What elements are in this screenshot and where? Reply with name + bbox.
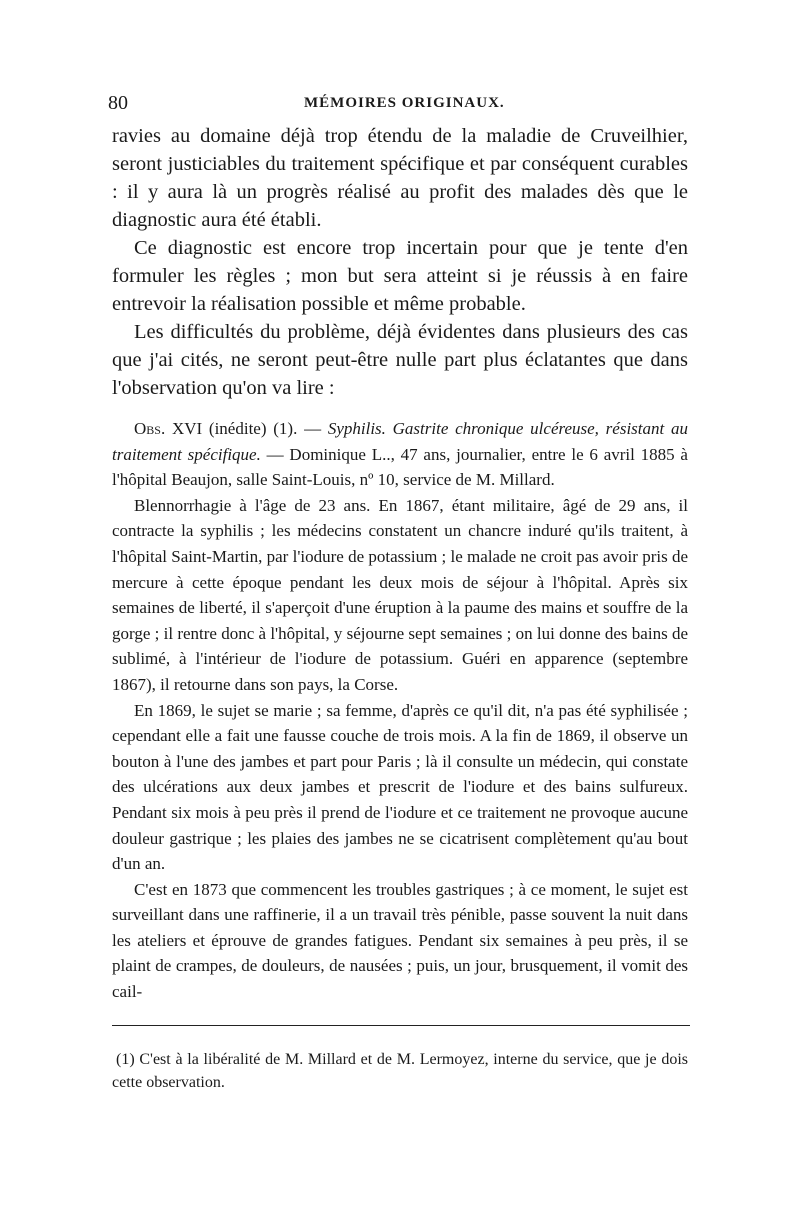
observation-paragraph: C'est en 1873 que commencent les troubles gastriques ; à ce moment, le sujet est surveillant dans une raffinerie, il a un travail très pénible, passe souvent la nuit dans les ateliers et éprouve de grandes fatigues. Pendant six semaines à peu près, il se plaint de crampes, de douleurs, de nausées ; puis, un jour, brusquement, il vomit des cail-: [112, 879, 688, 1002]
running-head: [108, 92, 688, 122]
intro-paragraph: Les difficultés du problème, déjà évidentes dans plusieurs des cas que j'ai cités, ne seront peut-être nulle part plus éclatantes que dans l'observation qu'on va lire :: [112, 321, 688, 399]
intro-paragraph: Ce diagnostic est encore trop incertain pour que je tente d'en formuler les règles ; mon but sera atteint si je réussis à en faire entrevoir la réalisation possible et même probable.: [112, 237, 688, 315]
observation-paragraph: En 1869, le sujet se marie ; sa femme, d'après ce qu'il dit, n'a pas été syphilisée ; cependant elle a fait une fausse couche de trois mois. A la fin de 1869, il observe un bouton à l'une des jambes et part pour Paris ; là il consulte un médecin, qui constate des ulcérations aux deux jambes et prescrit de l'iodure et des bains sulfureux. Pendant six mois à peu près il prend de l'iodure et ce traitement ne provoque aucune douleur gastrique ; les plaies des jambes ne se cicatrisent complètement qu'au bout d'un an.: [112, 700, 688, 874]
observation-title: Syphilis. Gastrite chronique ulcéreuse, résistant au traitement spécifique.: [112, 419, 688, 464]
observation-label-rest: (inédite) (1). —: [202, 419, 328, 438]
intro-paragraph: ravies au domaine déjà trop étendu de la maladie de Cruveilhier, seront justiciables du traitement spécifique et par conséquent curables : il y aura là un progrès réalisé au profit des malades dès que le diagnostic aura été établi.: [112, 125, 688, 231]
footnote: [112, 1048, 688, 1094]
footnote-separator: [112, 1025, 690, 1026]
observation-block: [112, 416, 688, 1005]
observation-label: Obs. XVI: [134, 419, 203, 438]
footnote-text: (1) C'est à la libéralité de M. Millard et de M. Lermoyez, interne du service, que je dois cette observation.: [112, 1050, 688, 1091]
observation-paragraph: Blennorrhagie à l'âge de 23 ans. En 1867, étant militaire, âgé de 29 ans, il contracte la syphilis ; les médecins constatent un chancre induré qu'ils traitent, à l'hôpital Saint-Martin, par l'iodure de potassium ; le malade ne croit pas avoir pris de mercure à cette époque pendant les deux mois de séjour à l'hôpital. Après six semaines de liberté, il s'aperçoit d'une éruption à la paume des mains et souffre de la gorge ; il rentre donc à l'hôpital, y séjourne sept semaines ; on lui donne des bains de sublimé, à l'intérieur de l'iodure de potassium. Guéri en apparence (septembre 1867), il retourne dans son pays, la Corse.: [112, 495, 688, 694]
intro-text: [112, 122, 688, 402]
page-number: 80: [108, 92, 128, 114]
running-head-title: MÉMOIRES ORIGINAUX.: [304, 95, 505, 111]
observation-header: [112, 416, 688, 493]
observation-header-rest: — Dominique L.., 47 ans, journalier, entre le 6 avril 1885 à l'hôpital Beaujon, salle Saint-Louis, nº 10, service de M. Millard.: [112, 444, 688, 490]
